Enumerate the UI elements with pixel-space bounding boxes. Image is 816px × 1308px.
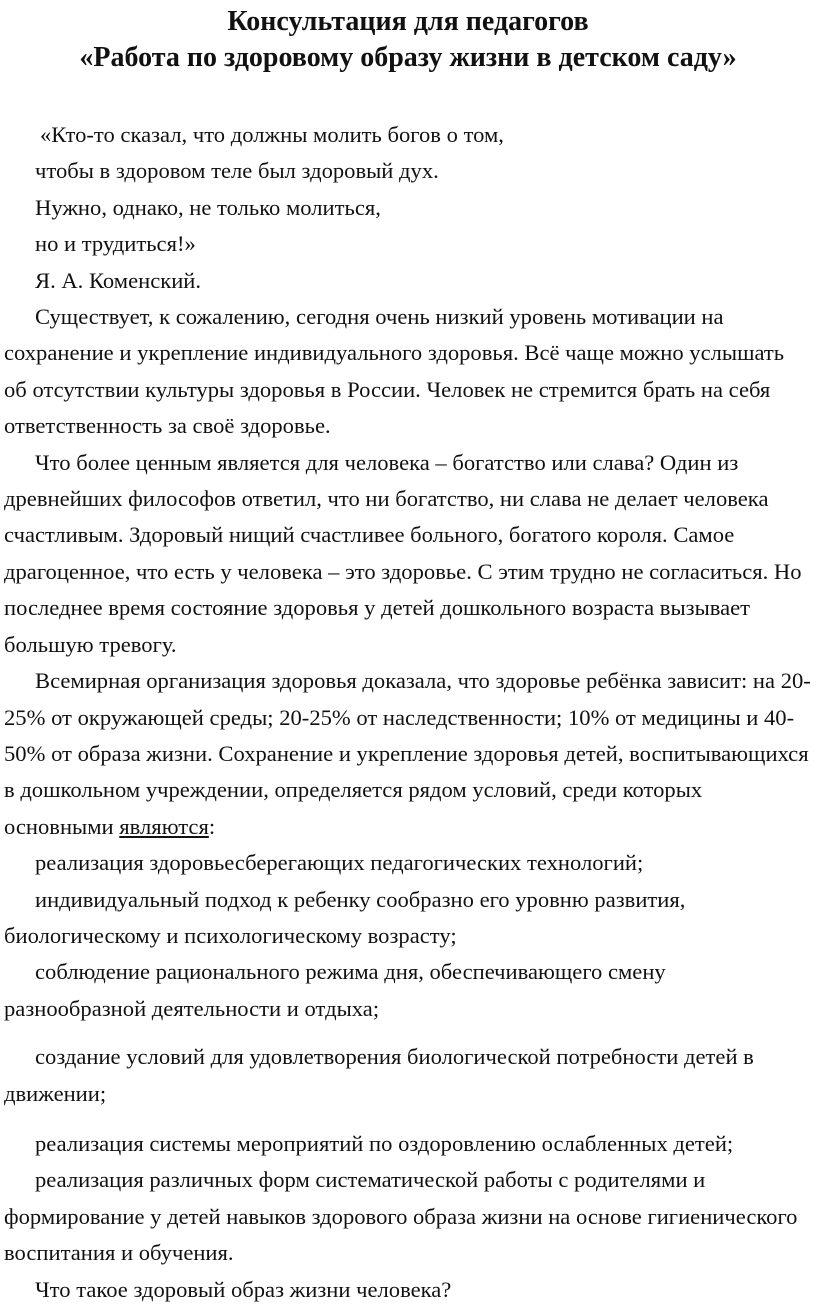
epigraph-line-2: чтобы в здоровом теле был здоровый дух.	[35, 158, 439, 184]
condition-item-2: индивидуальный подход к ребенку сообразно его уровню развития, биологическому и психологическому возрасту;	[4, 886, 686, 948]
epigraph-author: Я. А. Коменский.	[35, 267, 202, 293]
epigraph-line-1: «Кто-то сказал, что должны молить богов о том,	[40, 122, 504, 147]
paragraph-motivation: Существует, к сожалению, сегодня очень низкий уровень мотивации на сохранение и укрепление индивидуального здоровья. Всё чаще можно услышать об отсутствии культуры здоровья в России. Человек не стремится брать на себя ответственность за своё здоровье.	[4, 304, 785, 439]
paragraph-who-colon: :	[208, 813, 216, 839]
paragraph-wealth-or-fame: Что более ценным является для человека – богатство или слава? Один из древнейших философов ответил, что ни богатство, ни слава не делает человека счастливым. Здоровый нищий счастливее больного, богатого короля. Самое драгоценное, что есть у человека – это здоровье. С этим трудно не согласиться. Но последнее время состояние здоровья у детей дошкольного возраста вызывает большую тревогу.	[4, 449, 802, 657]
condition-item-1: реализация здоровьесберегающих педагогических технологий;	[35, 850, 644, 876]
epigraph-line-3: Нужно, однако, не только молиться,	[35, 194, 381, 220]
condition-item-6: реализация различных форм систематической работы с родителями и формирование у детей навыков здорового образа жизни на основе гигиенического воспитания и обучения.	[4, 1167, 798, 1266]
epigraph	[4, 117, 812, 299]
condition-item-3: соблюдение рационального режима дня, обеспечивающего смену разнообразной деятельности и отдыха;	[4, 959, 666, 1021]
paragraph-who-health-factors	[4, 663, 812, 845]
epigraph-line-4: но и трудиться!»	[35, 231, 196, 257]
paragraph-who-text: Всемирная организация здоровья доказала, что здоровье ребёнка зависит: на 20-25% от окружающей среды; 20-25% от наследственности; 10% от медицины и 40-50% от образа жизни. Сохранение и укрепление здоровья детей, воспитывающихся в дошкольном учреждении, определяется рядом условий, среди которых основными	[4, 668, 811, 839]
document-title-line-2: «Работа по здоровому образу жизни в детском саду»	[79, 42, 737, 73]
question-healthy-lifestyle: Что такое здоровый образ жизни человека?	[35, 1276, 452, 1302]
condition-item-4: создание условий для удовлетворения биологической потребности детей в движении;	[4, 1044, 754, 1106]
underlined-word: являются	[119, 813, 209, 839]
document-body	[4, 117, 812, 1308]
condition-item-5: реализация системы мероприятий по оздоровлению ослабленных детей;	[35, 1130, 734, 1156]
document-title-line-1: Консультация для педагогов	[227, 6, 589, 37]
